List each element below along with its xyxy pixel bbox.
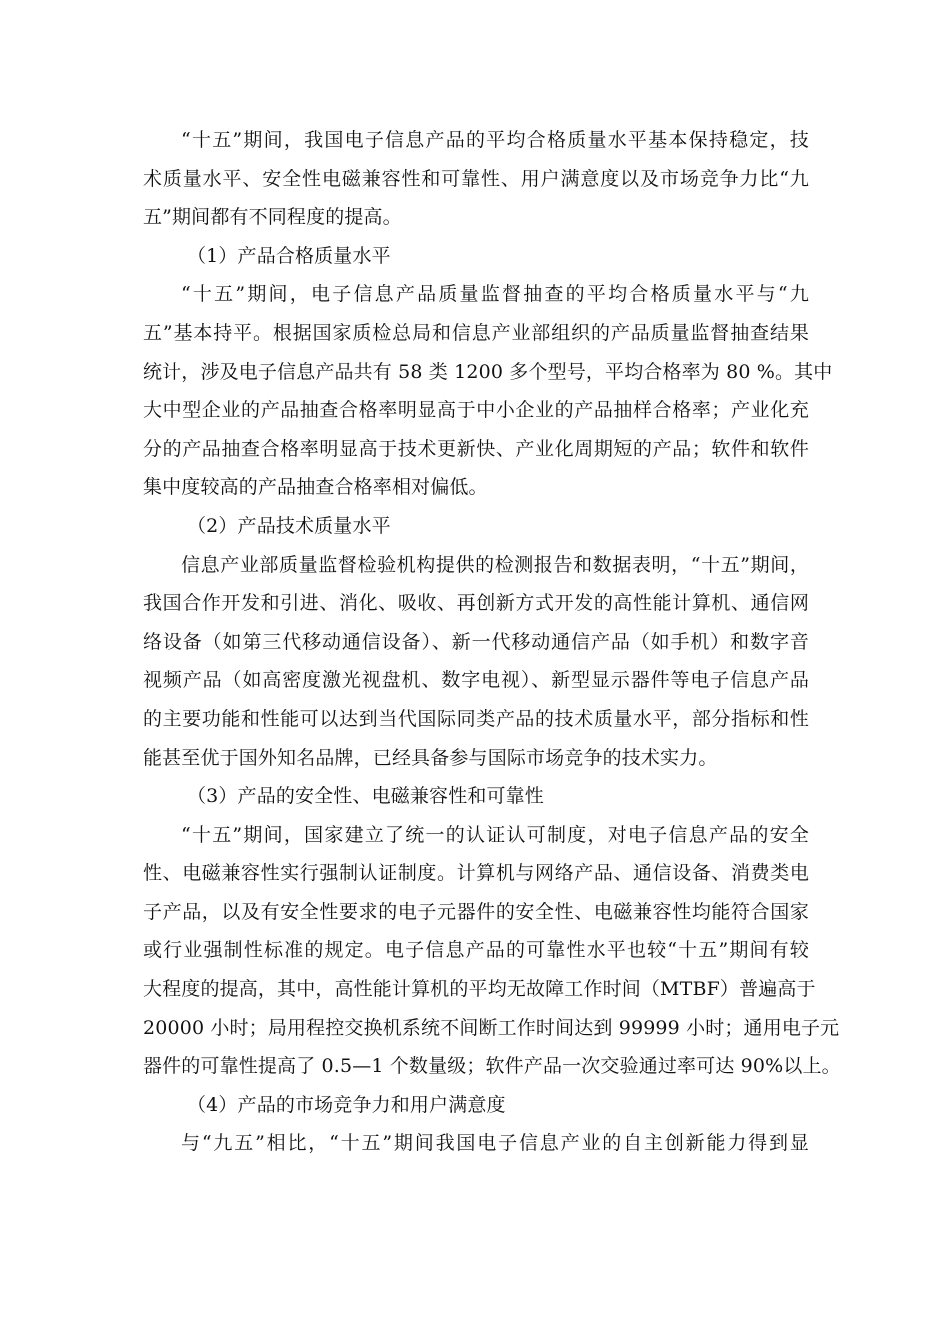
paragraph-3-line-3: 络设备（如第三代移动通信设备）、新一代移动通信产品（如手机）和数字音 [143,630,809,653]
paragraph-4-line-5: 大程度的提高，其中，高性能计算机的平均无故障工作时间（MTBF）普遍高于 [143,978,816,1001]
paragraph-2-line-3: 统计，涉及电子信息产品共有 58 类 1200 多个型号，平均合格率为 80 %。其中 [143,360,833,383]
paragraph-1-line-3: 五”期间都有不同程度的提高。 [143,206,402,229]
paragraph-2-line-6: 集中度较高的产品抽查合格率相对偏低。 [143,476,488,499]
section-heading-3: （3）产品的安全性、电磁兼容性和可靠性 [187,785,544,808]
section-heading-1: （1）产品合格质量水平 [187,244,391,267]
paragraph-2-line-5: 分的产品抽查合格率明显高于技术更新快、产业化周期短的产品；软件和软件 [143,437,809,460]
document-page [143,121,841,1163]
paragraph-1-line-1: “十五”期间，我国电子信息产品的平均合格质量水平基本保持稳定，技 [181,129,809,151]
paragraph-3-line-6: 能甚至优于国外知名品牌，已经具备参与国际市场竞争的技术实力。 [143,746,718,769]
paragraph-5-line-1: 与“九五”相比，“十五”期间我国电子信息产业的自主创新能力得到显 [181,1132,809,1155]
paragraph-2-line-4: 大中型企业的产品抽查合格率明显高于中小企业的产品抽样合格率；产业化充 [143,399,809,422]
paragraph-4-line-6: 20000 小时；局用程控交换机系统不间断工作时间达到 99999 小时；通用电子元 [143,1016,840,1039]
paragraph-4-line-7: 器件的可靠性提高了 0.5—1 个数量级；软件产品一次交验通过率可达 90%以上。 [143,1055,841,1078]
section-heading-4: （4）产品的市场竞争力和用户满意度 [187,1093,506,1116]
paragraph-2-line-2: 五”基本持平。根据国家质检总局和信息产业部组织的产品质量监督抽查结果 [143,321,809,344]
paragraph-3-line-4: 视频产品（如高密度激光视盘机、数字电视）、新型显示器件等电子信息产品 [143,669,809,692]
paragraph-4-line-1: “十五”期间，国家建立了统一的认证认可制度，对电子信息产品的安全 [181,823,809,846]
paragraph-1-line-2: 术质量水平、安全性电磁兼容性和可靠性、用户满意度以及市场竞争力比“九 [143,167,809,190]
paragraph-3-line-2: 我国合作开发和引进、消化、吸收、再创新方式开发的高性能计算机、通信网 [143,592,809,615]
paragraph-4-line-4: 或行业强制性标准的规定。电子信息产品的可靠性水平也较“十五”期间有较 [143,939,809,962]
paragraph-2-line-1: “十五”期间，电子信息产品质量监督抽查的平均合格质量水平与“九 [181,283,809,306]
paragraph-4-line-3: 子产品，以及有安全性要求的电子元器件的安全性、电磁兼容性均能符合国家 [143,900,809,923]
paragraph-3-line-5: 的主要功能和性能可以达到当代国际同类产品的技术质量水平，部分指标和性 [143,707,809,730]
section-heading-2: （2）产品技术质量水平 [187,514,391,537]
paragraph-3-line-1: 信息产业部质量监督检验机构提供的检测报告和数据表明，“十五”期间， [181,553,809,576]
paragraph-4-line-2: 性、电磁兼容性实行强制认证制度。计算机与网络产品、通信设备、消费类电 [143,862,809,885]
